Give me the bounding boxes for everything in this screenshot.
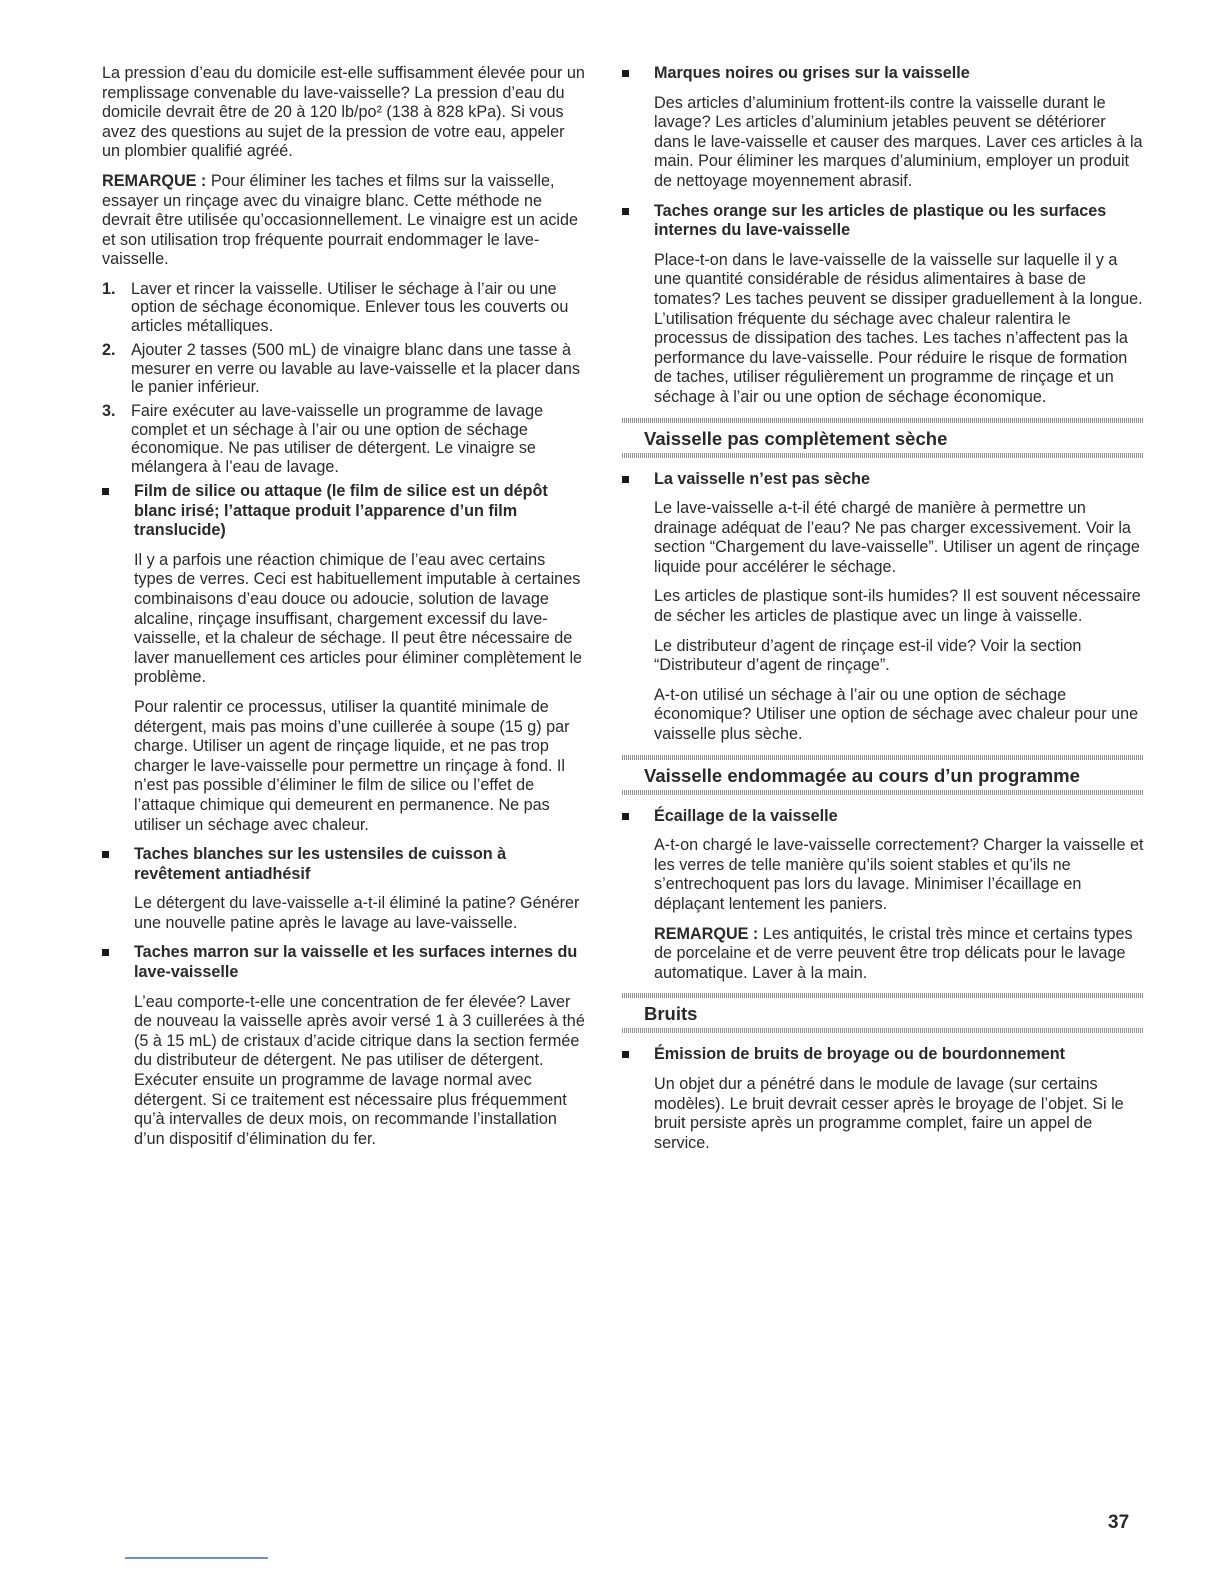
ecaillage-text: A-t-on chargé le lave-vaisselle correctement? Charger la vaisselle et les verres de telle manière qu’ils soient stables et qu’ils ne s’entrechoquent pas lors du lavage. Minimiser l’écaillage en déplaçant lentement les paniers. — [654, 836, 1144, 913]
section-rule-top — [622, 755, 1144, 760]
square-bullet-icon — [622, 1051, 629, 1058]
step-number: 2. — [102, 341, 116, 360]
remarque-right-paragraph — [622, 925, 1144, 984]
step-text: Laver et rincer la vaisselle. Utiliser le séchage à l’air ou une option de séchage économique. Enlever tous les couverts ou articles métalliques. — [131, 279, 569, 335]
film-paragraph-1: Il y a parfois une réaction chimique de l’eau avec certains types de verres. Ceci est habituellement imputable à certaines combinaisons d’eau douce ou adoucie, solution de lavage alcaline, rinçage insuffisant, chargement excessif du lave-vaisselle, et la chaleur de séchage. Il peut être nécessaire de laver manuellement ces articles pour éliminer complètement le problème. — [134, 550, 583, 687]
taches-marron-text: L’eau comporte-t-elle une concentration de fer élevée? Laver de nouveau la vaisselle après avoir versé 1 à 3 cuillerées à thé (5 à 15 mL) de cristaux d’acide citrique dans la section fermée du distributeur de détergent. Ne pas utiliser de détergent. Exécuter ensuite un programme de lavage normal avec détergent. Si ce traitement est nécessaire plus fréquemment qu’à intervalles de deux mois, on recommande l’installation d’un dispositif d’élimination du fer. — [134, 992, 585, 1148]
square-bullet-icon — [622, 813, 629, 820]
step-number: 1. — [102, 279, 116, 298]
page-number: 37 — [1108, 1512, 1130, 1533]
remarque-text: Les antiquités, le cristal très mince et certains types de porcelaine et de verre peuvent être trop délicats pour le lavage automatique. Laver à la main. — [654, 924, 1133, 982]
section-rule-top — [622, 993, 1144, 998]
section-rule-bottom — [622, 790, 1144, 795]
square-bullet-icon — [622, 208, 629, 215]
bullet-heading-ecaillage: Écaillage de la vaisselle — [622, 807, 1144, 827]
bottom-decorative-line — [125, 1557, 268, 1559]
section-title: Bruits — [644, 1003, 698, 1025]
section-rule-bottom — [622, 1028, 1144, 1033]
square-bullet-icon — [102, 949, 109, 956]
seche-paragraph-1: Le lave-vaisselle a-t-il été chargé de manière à permettre un drainage adéquat de l’eau? Ne pas charger excessivement. Voir la section “Chargement du lave-vaisselle”. Utiliser un agent de rinçage liquide pour accélérer le séchage. — [654, 499, 1140, 576]
section-header-endommagee — [622, 755, 1144, 795]
bullet-heading-taches-blanches: Taches blanches sur les ustensiles de cuisson à revêtement antiadhésif — [102, 845, 587, 884]
square-bullet-icon — [622, 476, 629, 483]
bullet-heading-bruits: Émission de bruits de broyage ou de bourdonnement — [622, 1045, 1144, 1065]
vinegar-steps — [102, 280, 587, 476]
left-column — [102, 64, 587, 1159]
bullet-heading-film: Film de silice ou attaque (le film de silice est un dépôt blanc irisé; l’attaque produit l’apparence d’un film translucide) — [102, 482, 587, 541]
right-column — [622, 64, 1144, 1163]
step-item — [102, 280, 587, 335]
remarque-label: REMARQUE : — [654, 924, 759, 943]
seche-paragraph-4: A-t-on utilisé un séchage à l’air ou une option de séchage économique? Utiliser une option de séchage avec chaleur pour une vaisselle plus sèche. — [654, 685, 1139, 744]
step-text: Ajouter 2 tasses (500 mL) de vinaigre blanc dans une tasse à mesurer en verre ou lavable au lave-vaisselle et la placer dans le panier inférieur. — [131, 341, 580, 396]
section-rule-top — [622, 418, 1144, 423]
bullet-heading-taches-marron: Taches marron sur la vaisselle et les surfaces internes du lave-vaisselle — [102, 943, 587, 982]
section-title: Vaisselle pas complètement sèche — [644, 427, 948, 449]
step-item — [102, 341, 587, 396]
taches-orange-text: Place-t-on dans le lave-vaisselle de la vaisselle sur laquelle il y a une quantité considérable de résidus alimentaires à base de tomates? Les taches peuvent se dissiper graduellement à la longue. L’utilisation fréquente du séchage avec chaleur ralentira le processus de dissipation des taches. Les taches n’affectent pas la performance du lave-vaisselle. Pour réduire le risque de formation de taches, utiliser régulièrement un programme de rinçage et un séchage à l’air ou une option de séchage économique. — [654, 250, 1143, 406]
bruits-text: Un objet dur a pénétré dans le module de lavage (sur certains modèles). Le bruit devrait cesser après le broyage de l’objet. Si le bruit persiste après un programme complet, faire un appel de service. — [654, 1074, 1124, 1152]
section-header-pas-seche — [622, 418, 1144, 458]
step-text: Faire exécuter au lave-vaisselle un programme de lavage complet et un séchage à l’air ou une option de séchage économique. Ne pas utiliser de détergent. Le vinaigre se mélangera à l’eau de lavage. — [131, 402, 544, 476]
bullet-heading-taches-orange: Taches orange sur les articles de plastique ou les surfaces internes du lave-vaisselle — [622, 202, 1144, 241]
section-header-bruits — [622, 993, 1144, 1033]
bullet-heading-pas-seche: La vaisselle n’est pas sèche — [622, 470, 1144, 490]
square-bullet-icon — [102, 851, 109, 858]
remarque-text: Pour éliminer les taches et films sur la vaisselle, essayer un rinçage avec du vinaigre blanc. Cette méthode ne devrait être utilisée qu’occasionnellement. Le vinaigre est un acide et son utilisation trop fréquente pourrait endommager le lave-vaisselle. — [102, 171, 579, 269]
section-title: Vaisselle endommagée au cours d’un programme — [644, 764, 1080, 786]
seche-paragraph-2: Les articles de plastique sont-ils humides? Il est souvent nécessaire de sécher les articles de plastique avec un linge à vaisselle. — [654, 587, 1141, 626]
square-bullet-icon — [102, 488, 109, 495]
marques-noires-text: Des articles d’aluminium frottent-ils contre la vaisselle durant le lavage? Les articles d’aluminium jetables peuvent se détériorer dans le lave-vaisselle et causer des marques. Laver ces articles à la main. Pour éliminer les marques d’aluminium, employer un produit de nettoyage moyennement abrasif. — [654, 93, 1143, 190]
square-bullet-icon — [622, 70, 629, 77]
seche-paragraph-3: Le distributeur d’agent de rinçage est-il vide? Voir la section “Distributeur d’agent de rinçage”. — [654, 636, 1082, 675]
film-paragraph-2: Pour ralentir ce processus, utiliser la quantité minimale de détergent, mais pas moins d’une cuillerée à soupe (15 g) par charge. Utiliser un agent de rinçage liquide, et ne pas trop charger le lave-vaisselle pour permettre un rinçage à fond. Il n’est pas possible d’éliminer le film de silice ou l’effet de l’attaque chimique qui demeurent en permanence. Ne pas utiliser un séchage avec chaleur. — [134, 697, 570, 834]
taches-blanches-text: Le détergent du lave-vaisselle a-t-il éliminé la patine? Générer une nouvelle patine après le lavage au lave-vaisselle. — [134, 894, 580, 932]
bullet-heading-marques-noires: Marques noires ou grises sur la vaisselle — [622, 64, 1144, 84]
intro-paragraph: La pression d’eau du domicile est-elle suffisamment élevée pour un remplissage convenable du lave-vaisselle? La pression d’eau du domicile devrait être de 20 à 120 lb/po² (138 à 828 kPa). Si vous avez des questions au sujet de la pression de votre eau, appeler un plombier qualifié agréé. — [102, 64, 585, 161]
remarque-paragraph — [102, 172, 587, 270]
step-item — [102, 402, 587, 476]
section-rule-bottom — [622, 453, 1144, 458]
step-number: 3. — [102, 402, 116, 421]
remarque-label: REMARQUE : — [102, 171, 207, 190]
